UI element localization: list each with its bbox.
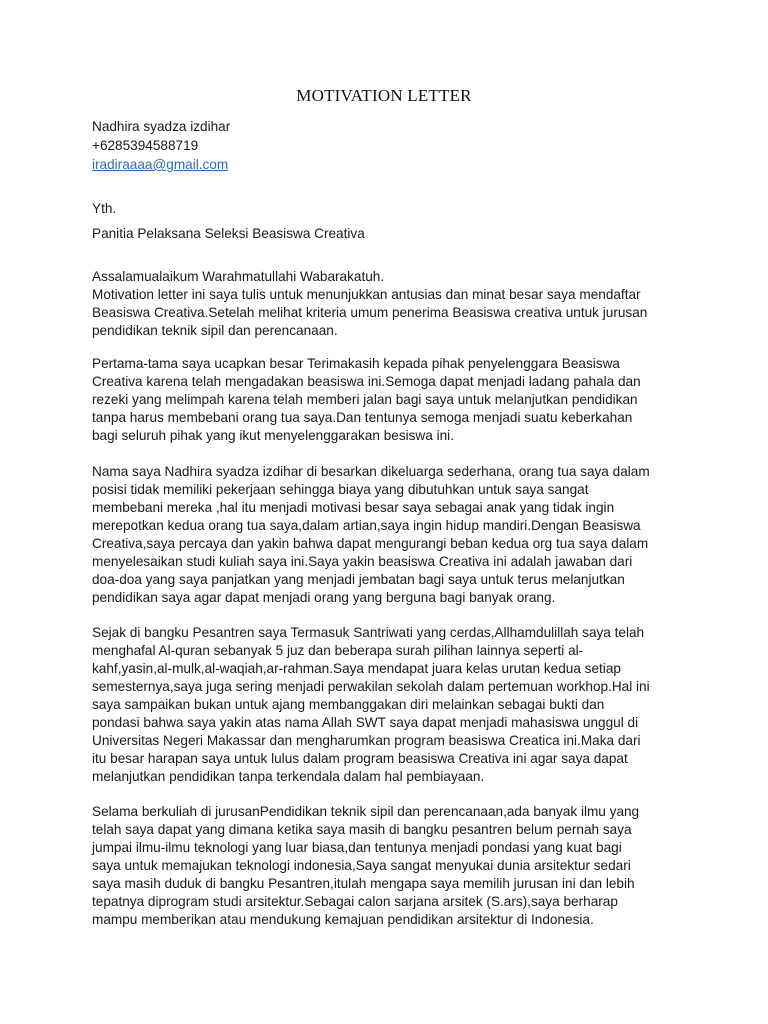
paragraph-line: posisi tidak memiliki pekerjaan sehingga biaya yang dibutuhkan untuk saya sangat [92, 482, 589, 497]
paragraph-line: membebani mereka ,hal itu menjadi motivasi besar saya sebagai anak yang tidak ingin [92, 500, 615, 515]
paragraph-line: kahf,yasin,al-mulk,al-waqiah,ar-rahman.Saya mendapat juara kelas urutan kedua setiap [92, 661, 621, 676]
sender-phone: +6285394588719 [92, 138, 199, 153]
paragraph-2 [92, 355, 641, 445]
paragraph-line: merepotkan kedua orang tua saya,dalam artian,saya ingin hidup mandiri.Dengan Beasiswa [92, 518, 641, 533]
paragraph-line: bagi seluruh pihak yang ikut menyelenggarakan besiswa ini. [92, 428, 454, 443]
paragraph-line: pondasi bahwa saya yakin atas nama Allah SWT saya dapat menjadi mahasiswa unggul di [92, 715, 639, 730]
paragraph-line: tanpa harus membebani orang tua saya.Dan tentunya semoga menjadi suatu keberkahan [92, 410, 633, 425]
paragraph-line: Motivation letter ini saya tulis untuk menunjukkan antusias dan minat besar saya mendaftar [92, 287, 641, 302]
paragraph-line: melanjutkan pendidikan tanpa terkendala dalam hal pembiayaan. [92, 769, 485, 784]
paragraph-line: Creativa karena telah mengadakan beasiswa ini.Semoga dapat menjadi ladang pahala dan [92, 374, 641, 389]
letter-title: MOTIVATION LETTER [296, 86, 472, 105]
paragraph-line: rezeki yang melimpah karena telah memberi jalan bagi saya untuk melanjutkan pendidikan [92, 392, 638, 407]
paragraph-line: tepatnya diprogram studi arsitektur.Sebagai calon sarjana arsitek (S.ars),saya berharap [92, 894, 618, 909]
paragraph-line: mampu memberikan atau mendukung kemajuan pendidikan arsitektur di Indonesia. [92, 912, 594, 927]
sender-name: Nadhira syadza izdihar [92, 119, 231, 134]
paragraph-1 [92, 268, 647, 340]
paragraph-line: Nama saya Nadhira syadza izdihar di besarkan dikeluarga sederhana, orang tua saya dalam [92, 464, 650, 479]
paragraph-line: jumpai ilmu-ilmu teknologi yang luar biasa,dan tentunya menjadi pondasi yang kuat bagi [92, 840, 622, 855]
paragraph-3 [92, 463, 650, 607]
recipient-name-block [92, 225, 365, 243]
recipient-salutation [92, 200, 116, 218]
paragraph-line: menyelesaikan studi kuliah saya ini.Saya yakin beasiswa Creativa ini adalah jawaban dari [92, 554, 633, 569]
paragraph-line: Sejak di bangku Pesantren saya Termasuk Santriwati yang cerdas,Allhamdulillah saya telah [92, 625, 645, 640]
paragraph-line: Pertama-tama saya ucapkan besar Terimakasih kepada pihak penyelenggara Beasiswa [92, 356, 620, 371]
salutation-text: Yth. [92, 201, 117, 216]
paragraph-line: pendidikan saya agar dapat menjadi orang yang berguna bagi banyak orang. [92, 590, 556, 605]
paragraph-line: Beasiswa Creativa.Setelah melihat kriteria umum penerima Beasiswa creativa untuk jurusan [92, 305, 648, 320]
paragraph-line: itu besar harapan saya untuk lulus dalam program beasiswa Creativa ini agar saya dapat [92, 751, 628, 766]
sender-info [92, 117, 230, 174]
paragraph-line: telah saya dapat yang dimana ketika saya masih di bangku pesantren belum pernah saya [92, 822, 632, 837]
paragraph-5 [92, 803, 639, 929]
paragraph-line: saya untuk memajukan teknologi indonesia,Saya sangat menyukai dunia arsitektur sedari [92, 858, 631, 873]
recipient-name: Panitia Pelaksana Seleksi Beasiswa Creativa [92, 226, 365, 241]
paragraph-line: semesternya,saya juga sering menjadi perwakilan sekolah dalam pertemuan workhop.Hal ini [92, 679, 650, 694]
paragraph-line: menghafal Al-quran sebanyak 5 juz dan beberapa surah pilihan lainnya seperti al- [92, 643, 584, 658]
paragraph-line: Selama berkuliah di jurusanPendidikan teknik sipil dan perencanaan,ada banyak ilmu yang [92, 804, 640, 819]
paragraph-4 [92, 624, 650, 786]
paragraph-line: doa-doa yang saya panjatkan yang menjadi jembatan bagi saya untuk terus melanjutkan [92, 572, 625, 587]
paragraph-line: saya masih duduk di bangku Pesantren,itulah mengapa saya memilih jurusan ini dan lebih [92, 876, 635, 891]
paragraph-line: saya sampaikan bukan untuk ajang membanggakan diri melainkan sebagai bukti dan [92, 697, 605, 712]
paragraph-line: pendidikan teknik sipil dan perencanaan. [92, 323, 338, 338]
sender-email-link[interactable]: iradiraaaa@gmail.com [92, 157, 229, 172]
paragraph-line: Universitas Negeri Makassar dan mengharumkan program beasiswa Creatica ini.Maka dari [92, 733, 641, 748]
paragraph-line: Assalamualaikum Warahmatullahi Wabarakatuh. [92, 269, 385, 284]
paragraph-line: Creativa,saya percaya dan yakin bahwa dapat mengurangi beban kedua org tua saya dalam [92, 536, 649, 551]
